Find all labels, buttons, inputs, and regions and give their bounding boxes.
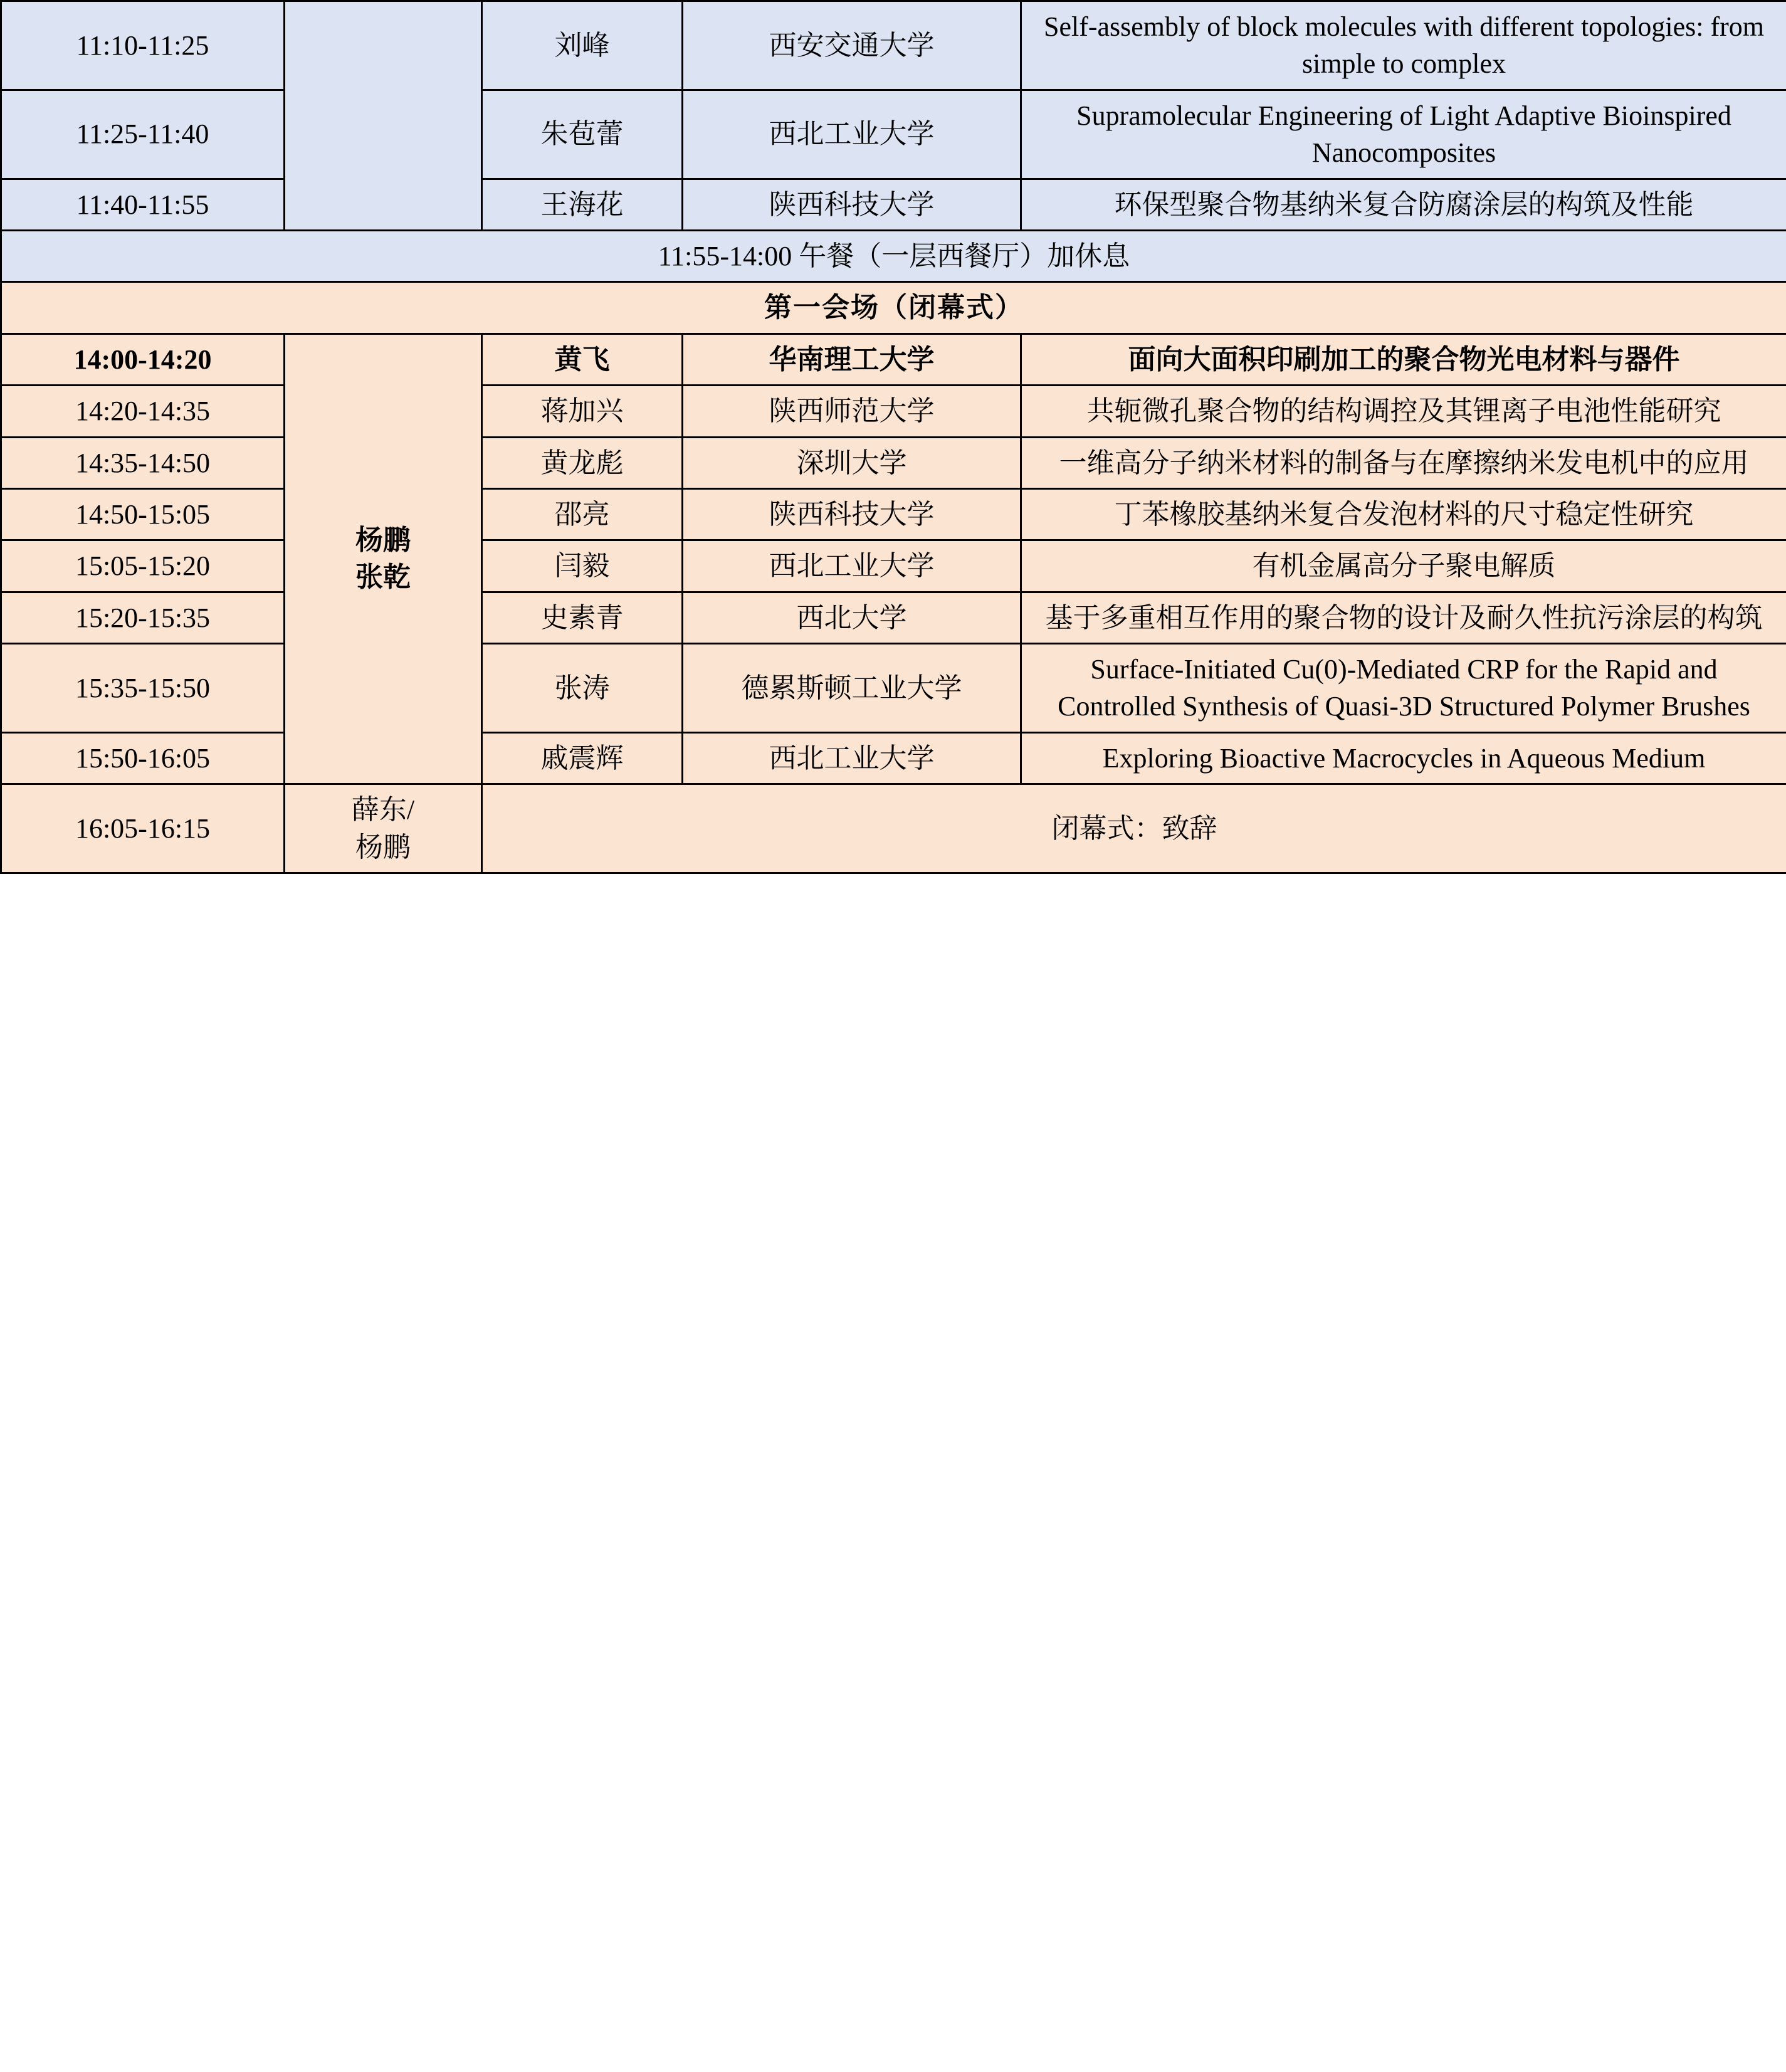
table-row — [1, 1, 1786, 90]
cell-title: 共轭微孔聚合物的结构调控及其锂离子电池性能研究 — [1021, 386, 1786, 437]
lunch-break-row — [1, 230, 1786, 281]
cell-org: 陕西科技大学 — [683, 179, 1021, 230]
cell-org: 西北大学 — [683, 592, 1021, 643]
closing-text: 闭幕式：致辞 — [482, 784, 1786, 873]
cell-speaker: 史素青 — [482, 592, 683, 643]
table-row — [1, 179, 1786, 230]
cell-title: 面向大面积印刷加工的聚合物光电材料与器件 — [1021, 334, 1786, 385]
cell-title: Supramolecular Engineering of Light Adaptive Bioinspired Nanocomposites — [1021, 90, 1786, 179]
cell-org: 西北工业大学 — [683, 540, 1021, 592]
cell-title: 有机金属高分子聚电解质 — [1021, 540, 1786, 592]
cell-speaker: 朱苞蕾 — [482, 90, 683, 179]
cell-time: 16:05-16:15 — [1, 784, 285, 873]
cell-org: 陕西科技大学 — [683, 488, 1021, 540]
cell-speaker: 蒋加兴 — [482, 386, 683, 437]
cell-speaker: 黄龙彪 — [482, 437, 683, 488]
table-row — [1, 386, 1786, 437]
table-row — [1, 732, 1786, 784]
cell-time: 14:35-14:50 — [1, 437, 285, 488]
cell-title: Surface-Initiated Cu(0)-Mediated CRP for the Rapid and Controlled Synthesis of Quasi-3D Structured Polymer Brushes — [1021, 644, 1786, 733]
cell-chair — [285, 334, 482, 784]
cell-speaker: 王海花 — [482, 179, 683, 230]
cell-time: 14:20-14:35 — [1, 386, 285, 437]
cell-title: Self-assembly of block molecules with different topologies: from simple to complex — [1021, 1, 1786, 90]
cell-time: 15:35-15:50 — [1, 644, 285, 733]
cell-speaker: 黄飞 — [482, 334, 683, 385]
lunch-break-text: 11:55-14:00 午餐（一层西餐厅）加休息 — [1, 230, 1786, 281]
schedule-page — [0, 0, 1786, 874]
cell-chair — [285, 1, 482, 231]
cell-time: 15:20-15:35 — [1, 592, 285, 643]
closing-row — [1, 784, 1786, 873]
cell-time: 15:50-16:05 — [1, 732, 285, 784]
cell-speaker: 邵亮 — [482, 488, 683, 540]
table-row — [1, 592, 1786, 643]
cell-title: Exploring Bioactive Macrocycles in Aqueous Medium — [1021, 732, 1786, 784]
table-row — [1, 488, 1786, 540]
session-header-text: 第一会场（闭幕式） — [1, 282, 1786, 334]
table-row — [1, 90, 1786, 179]
cell-time: 11:40-11:55 — [1, 179, 285, 230]
cell-time: 15:05-15:20 — [1, 540, 285, 592]
cell-time: 11:25-11:40 — [1, 90, 285, 179]
cell-org: 西北工业大学 — [683, 732, 1021, 784]
cell-org: 华南理工大学 — [683, 334, 1021, 385]
cell-title: 环保型聚合物基纳米复合防腐涂层的构筑及性能 — [1021, 179, 1786, 230]
schedule-table — [0, 0, 1786, 874]
cell-speaker: 张涛 — [482, 644, 683, 733]
cell-time: 11:10-11:25 — [1, 1, 285, 90]
cell-org: 西北工业大学 — [683, 90, 1021, 179]
cell-org: 西安交通大学 — [683, 1, 1021, 90]
table-row — [1, 334, 1786, 385]
cell-title: 一维高分子纳米材料的制备与在摩擦纳米发电机中的应用 — [1021, 437, 1786, 488]
cell-time: 14:00-14:20 — [1, 334, 285, 385]
session-header-row — [1, 282, 1786, 334]
cell-title: 基于多重相互作用的聚合物的设计及耐久性抗污涂层的构筑 — [1021, 592, 1786, 643]
cell-chair — [285, 784, 482, 873]
cell-org: 陕西师范大学 — [683, 386, 1021, 437]
cell-speaker: 闫毅 — [482, 540, 683, 592]
table-row — [1, 540, 1786, 592]
closing-chair-1: 薛东/ — [351, 794, 415, 826]
cell-speaker: 刘峰 — [482, 1, 683, 90]
cell-time: 14:50-15:05 — [1, 488, 285, 540]
table-row — [1, 437, 1786, 488]
cell-title: 丁苯橡胶基纳米复合发泡材料的尺寸稳定性研究 — [1021, 488, 1786, 540]
table-row — [1, 644, 1786, 733]
chair-name-1: 杨鹏 — [355, 525, 411, 556]
closing-chair-2: 杨鹏 — [355, 831, 411, 863]
chair-name-2: 张乾 — [355, 562, 411, 593]
cell-speaker: 戚震辉 — [482, 732, 683, 784]
cell-org: 德累斯顿工业大学 — [683, 644, 1021, 733]
cell-org: 深圳大学 — [683, 437, 1021, 488]
